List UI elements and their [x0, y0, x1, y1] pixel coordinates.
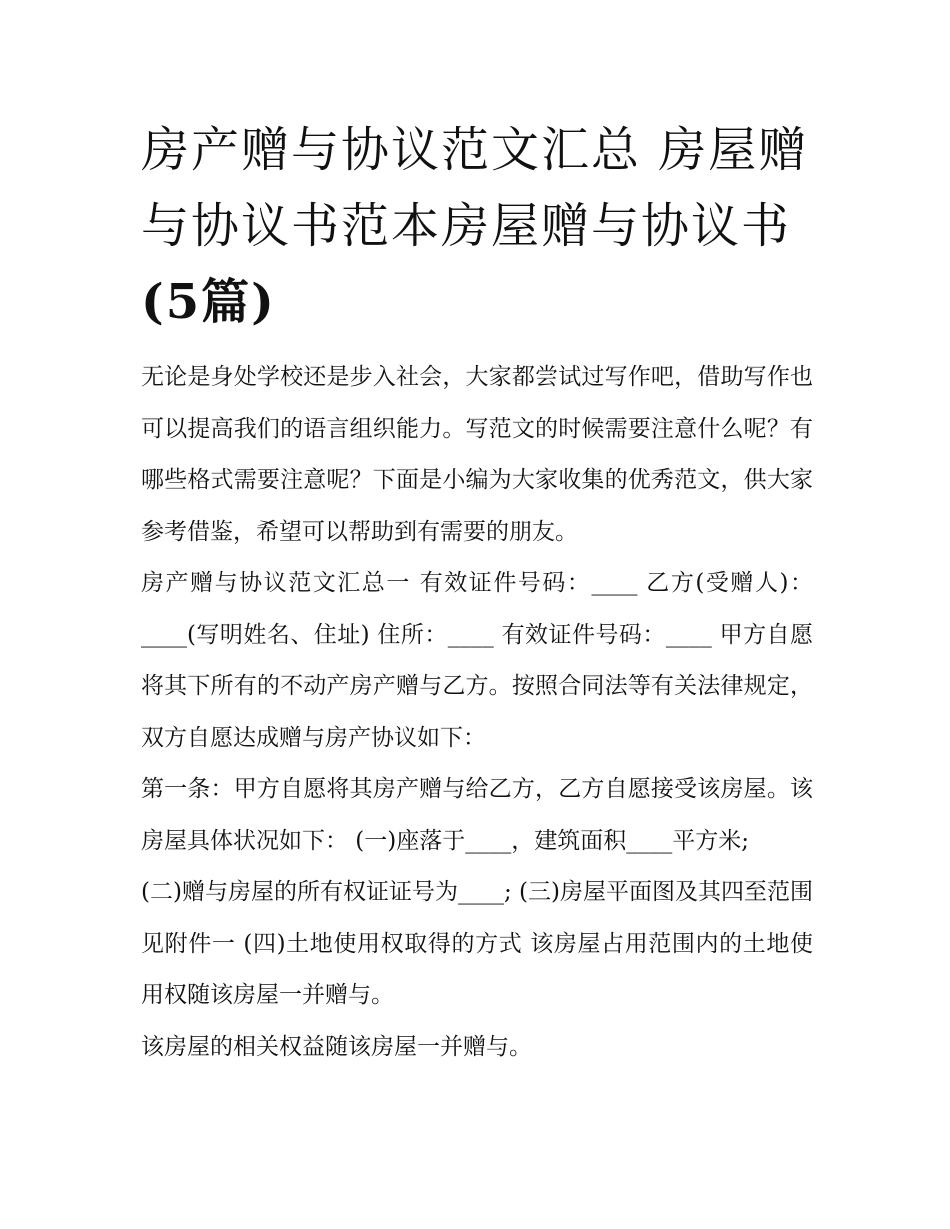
document-title [141, 112, 813, 340]
intro-paragraph: 无论是身处学校还是步入社会，大家都尝试过写作吧，借助写作也可以提高我们的语言组织能力。写范文的时候需要注意什么呢？有哪些格式需要注意呢？下面是小编为大家收集的优秀范文，供大家参考借鉴，希望可以帮助到有需要的朋友。 [141, 364, 813, 545]
title-line-2: 与协议书范本房屋赠与协议书 [141, 198, 792, 254]
title-line-1: 房产赠与协议范文汇总 房屋赠 [141, 122, 809, 178]
parties-paragraph: 房产赠与协议范文汇总一 有效证件号码：____ 乙方(受赠人)：____(写明姓名、住址) 住所：____ 有效证件号码：____ 甲方自愿将其下所有的不动产房产赠与乙方。按照合同法等有关法律规定，双方自愿达成赠与房产协议如下： [141, 570, 813, 751]
document-page [141, 112, 813, 1073]
rights-paragraph: 该房屋的相关权益随该房屋一并赠与。 [141, 1033, 532, 1060]
title-line-3: (5篇) [141, 274, 276, 330]
property-details-paragraph: (二)赠与房屋的所有权证证号为____; (三)房屋平面图及其四至范围见附件一 (四)土地使用权取得的方式 该房屋占用范围内的土地使用权随该房屋一并赠与。 [141, 879, 813, 1008]
article-one-paragraph: 第一条：甲方自愿将其房产赠与给乙方，乙方自愿接受该房屋。该房屋具体状况如下： (一)座落于____，建筑面积____平方米; [141, 776, 813, 854]
